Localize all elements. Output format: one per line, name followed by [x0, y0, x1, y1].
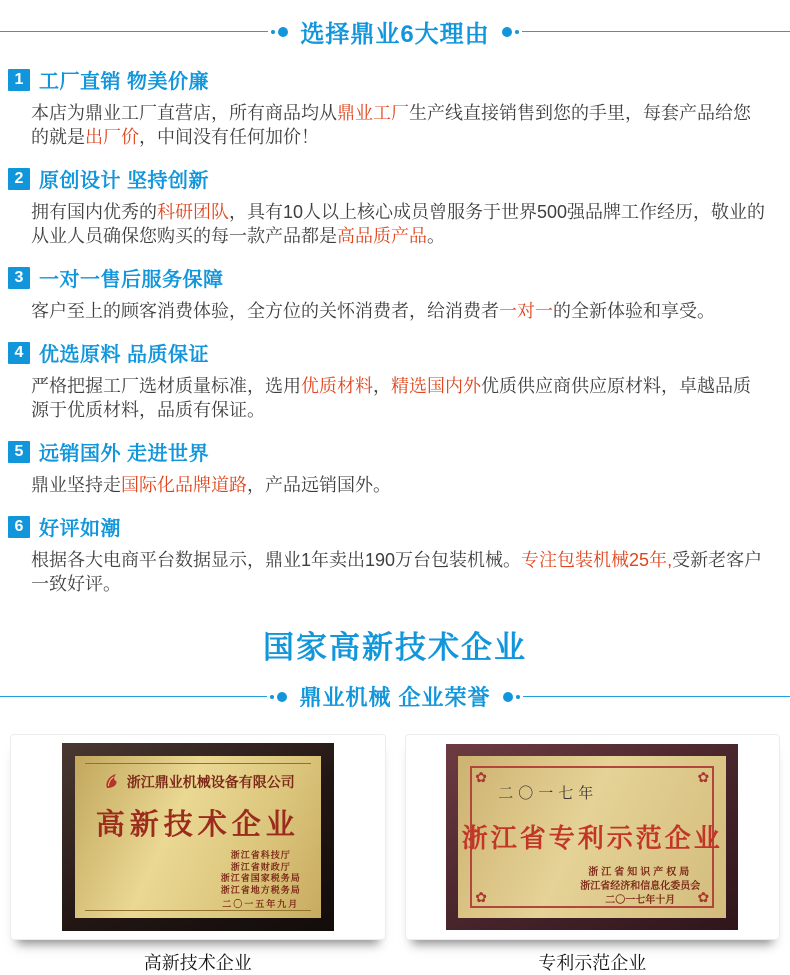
- body-text: 严格把握工厂选材质量标准，选用: [31, 376, 301, 396]
- certificates-row: [0, 734, 790, 975]
- reason-item-3: [8, 263, 790, 323]
- certificate-caption: 专利示范企业: [538, 953, 647, 973]
- reason-body: [31, 299, 767, 323]
- reason-heading: [8, 263, 790, 292]
- reason-body: [31, 548, 767, 596]
- body-text: 受新老客户一致好评。: [31, 550, 763, 594]
- patent-plaque-frame: [446, 744, 738, 930]
- dot-small-icon: [271, 30, 275, 34]
- plaque-title: 浙江省专利示范企业: [461, 824, 723, 853]
- body-text: 优质供应商供应原材料，卓越品质源于优质材料，品质有保证。: [31, 376, 751, 420]
- plaque-company-name: 浙江鼎业机械设备有限公司: [126, 776, 295, 791]
- reasons-list: [0, 49, 790, 596]
- header-line-left: [0, 31, 268, 32]
- body-text: 根据各大电商平台数据显示，鼎业1年卖出190万台包装机械。: [31, 550, 522, 570]
- reason-heading: [8, 164, 790, 193]
- body-text: 鼎业坚持走: [31, 475, 121, 495]
- body-text-highlight: 出厂价: [85, 127, 139, 147]
- reason-heading: [8, 338, 790, 367]
- certificate-caption: 高新技术企业: [143, 953, 252, 973]
- dot-large-icon: [278, 27, 288, 37]
- body-text: 客户至上的顾客消费体验，全方位的关怀消费者，给消费者: [31, 301, 499, 321]
- issuer-line: 浙江省财政厅: [230, 861, 291, 872]
- section-header-honors: [0, 681, 790, 712]
- reason-title: 一对一售后服务保障: [39, 269, 224, 291]
- certificate-column-hightech: [10, 734, 386, 975]
- dot-large-icon: [277, 692, 287, 702]
- issuer-line: 浙江省经济和信息化委员会: [580, 881, 701, 892]
- honors-main-title: 国家高新技术企业: [263, 630, 527, 665]
- issuer-line: 浙江省国家税务局: [220, 873, 301, 883]
- reason-title: 好评如潮: [39, 518, 121, 540]
- dot-large-icon: [503, 692, 513, 702]
- header-line-left: [0, 696, 267, 697]
- reason-body: [31, 101, 767, 149]
- body-text: ，中间没有任何加价！: [139, 127, 319, 147]
- dot-small-icon: [515, 30, 519, 34]
- issuer-line: 浙江省知识产权局: [588, 867, 693, 878]
- body-text-highlight: 鼎业工厂: [337, 103, 409, 123]
- reason-number-badge: 3: [8, 267, 30, 289]
- reason-number-badge: 5: [8, 441, 30, 463]
- reason-heading: [8, 437, 790, 466]
- reason-item-5: [8, 437, 790, 497]
- reason-number-badge: 2: [8, 168, 30, 190]
- reason-heading: [8, 512, 790, 541]
- dot-large-icon: [502, 27, 512, 37]
- dot-small-icon: [270, 695, 274, 699]
- patent-plaque-face: [458, 756, 726, 918]
- body-text: ，产品远销国外。: [247, 475, 391, 495]
- corner-ornament-icon: ✿: [697, 889, 710, 905]
- plaque-issuers: [580, 866, 700, 908]
- body-text: 拥有国内优秀的: [31, 202, 157, 222]
- reasons-section-title: 选择鼎业6大理由: [300, 21, 490, 48]
- body-text-highlight: 精选国内外: [391, 376, 481, 396]
- reason-item-2: [8, 164, 790, 248]
- corner-ornament-icon: ✿: [475, 769, 487, 785]
- body-text: 的全新体验和享受。: [553, 301, 715, 321]
- body-text-highlight: 优质材料: [301, 376, 373, 396]
- body-text-highlight: 科研团队: [157, 202, 229, 222]
- certificate-image-patent: [405, 734, 781, 940]
- certificate-column-patent: [405, 734, 781, 975]
- honors-sub-title: 鼎业机械 企业荣誉: [299, 685, 491, 710]
- dot-small-icon: [516, 695, 520, 699]
- header-line-right: [522, 31, 790, 32]
- reason-title: 优选原料 品质保证: [39, 344, 210, 366]
- plaque-issuers: [221, 850, 301, 911]
- certificate-image-hightech: [10, 734, 386, 940]
- reason-item-6: [8, 512, 790, 596]
- reason-title: 原创设计 坚持创新: [39, 170, 210, 192]
- corner-ornament-icon: ✿: [475, 889, 487, 905]
- hightech-plaque-face: [75, 756, 321, 918]
- reason-item-1: [8, 65, 790, 149]
- reason-title: 工厂直销 物美价廉: [39, 71, 210, 93]
- body-text: ，具有10人以上核心成员曾服务于世界500强品牌工作经历，敬业的从业人员确保您购买的每一款产品都是: [31, 202, 766, 246]
- dingye-logo-icon: [101, 772, 121, 792]
- body-text: ，: [373, 376, 391, 396]
- plaque-date: 二〇一七年十月: [605, 895, 676, 906]
- header-line-right: [523, 696, 790, 697]
- plaque-date: 二〇一五年九月: [222, 899, 300, 909]
- reason-body: [31, 200, 767, 248]
- body-text: 生产线直接销售到您的手里，每套产品给您的就是: [31, 103, 751, 147]
- reason-number-badge: 6: [8, 516, 30, 538]
- reason-title: 远销国外 走进世界: [39, 443, 210, 465]
- body-text-highlight: 高品质产品: [337, 226, 427, 246]
- reason-number-badge: 4: [8, 342, 30, 364]
- reason-body: [31, 374, 767, 422]
- body-text-highlight: 专注包装机械25年,: [521, 550, 673, 570]
- section-header-reasons: [0, 14, 790, 49]
- issuer-line: 浙江省地方税务局: [220, 884, 301, 895]
- issuer-line: 浙江省科技厅: [230, 850, 291, 860]
- plaque-title: 高新技术企业: [95, 809, 300, 841]
- reason-heading: [8, 65, 790, 94]
- plaque-year: 二〇一七年: [498, 786, 599, 802]
- reason-number-badge: 1: [8, 69, 30, 91]
- body-text: 。: [427, 226, 445, 246]
- hightech-plaque-frame: [62, 743, 334, 931]
- body-text-highlight: 国际化品牌道路: [121, 475, 247, 495]
- reason-body: [31, 473, 767, 497]
- corner-ornament-icon: ✿: [697, 769, 710, 785]
- body-text: 本店为鼎业工厂直营店，所有商品均从: [31, 103, 337, 123]
- reason-item-4: [8, 338, 790, 422]
- plaque-brand-row: [75, 756, 321, 792]
- body-text-highlight: 一对一: [499, 301, 553, 321]
